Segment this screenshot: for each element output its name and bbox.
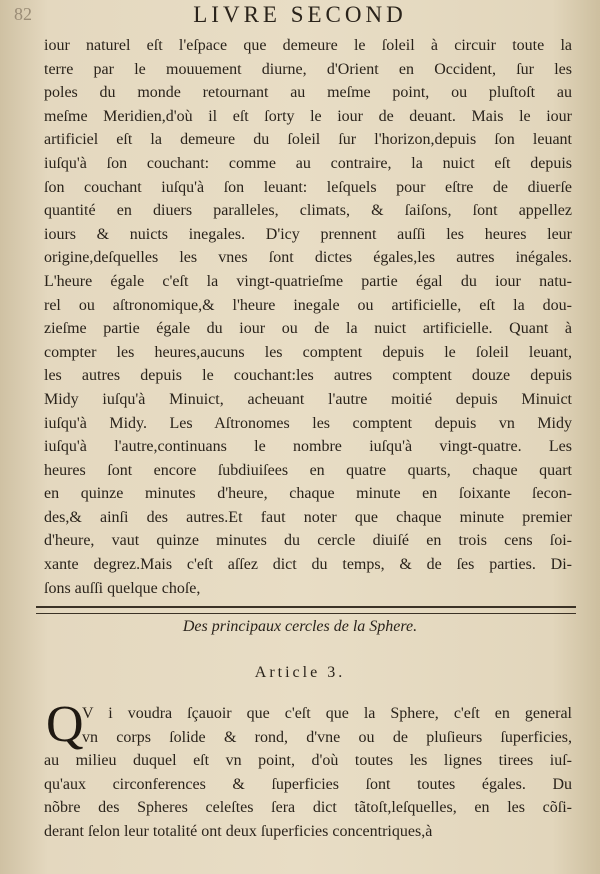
- article-heading: Article 3.: [254, 664, 346, 681]
- text-line: terre par le mouuement diurne, d'Orient en Occident, ſur les: [44, 60, 572, 78]
- text-line: derant ſelon leur totalité ont deux ſuperficies concentriques,à: [44, 822, 433, 840]
- text-line: qu'aux circonferences & ſuperficies ſont toutes égales. Du: [44, 775, 572, 793]
- page-number: 82: [14, 4, 32, 24]
- article-text: [44, 696, 572, 844]
- text-line: iuſqu'à Midy. Les Aſtronomes les comptent depuis vn Midy: [44, 414, 572, 432]
- running-header: LIVRE SECOND: [193, 2, 407, 27]
- text-line: iuſqu'à ſon couchant: comme au contraire, la nuict eſt depuis: [44, 154, 572, 172]
- text-line: les autres depuis le couchant:les autres comptent douze depuis: [44, 367, 572, 385]
- text-line: ſon couchant iuſqu'à ſon leuant: leſquels pour eſtre de diuerſe: [44, 178, 572, 196]
- text-line: xante degrez.Mais c'eſt aſſez dict du temps, & de ſes parties. Di-: [44, 556, 572, 574]
- text-line: V i voudra ſçauoir que c'eſt que la Sphere, c'eſt en general: [82, 705, 572, 722]
- text-line: rel ou aſtronomique,& l'heure inegale ou artificielle, eſt la dou-: [44, 296, 572, 314]
- text-line: quantité en diuers paralleles, climats, & ſaiſons, ſont appellez: [44, 202, 572, 220]
- text-line: zieſme partie égale du iour ou de la nuict artificielle. Quant à: [44, 320, 572, 338]
- double-rule-divider: [36, 606, 576, 614]
- section-title: Des principaux cercles de la Sphere.: [182, 618, 418, 635]
- text-line: iour naturel eſt l'eſpace que demeure le ſoleil à circuir toute la: [44, 37, 572, 54]
- text-line: heures ſont encore ſubdiuiſees en quatre quarts, chaque quart: [44, 461, 572, 479]
- text-line: en quinze minutes d'heure, chaque minute en ſoixante ſecon-: [44, 485, 572, 503]
- text-line: ſons auſſi quelque choſe,: [44, 579, 201, 597]
- text-line: iuſqu'à l'autre,continuans le nombre iuſqu'à vingt-quatre. Les: [44, 438, 572, 456]
- text-line: origine,deſquelles les vnes ſont dictes égales,les autres inégales.: [44, 249, 572, 267]
- text-line: d'heure, vaut quinze minutes du cercle diuiſé en trois cens ſoi-: [44, 532, 572, 550]
- text-line: compter les heures,aucuns les comptent depuis le ſoleil leuant,: [44, 343, 572, 361]
- text-line: vn corps ſolide & rond, d'vne ou de pluſieurs ſuperficies,: [82, 728, 572, 746]
- text-line: poles du monde retournant au meſme point, ou pluſtoſt au: [44, 84, 572, 102]
- text-line: Midy iuſqu'à Minuict, acheuant l'autre moitié depuis Minuict: [44, 390, 572, 408]
- text-line: des,& ainſi des autres.Et faut noter que chaque minute premier: [44, 508, 572, 526]
- text-line: au milieu duquel eſt vn point, d'où toutes les lignes tirees iuſ-: [44, 752, 572, 770]
- text-line: L'heure égale c'eſt la vingt-quatrieſme partie égal du iour natu-: [44, 272, 572, 290]
- text-line: artificiel eſt la demeure du ſoleil ſur l'horizon,depuis ſon leuant: [44, 131, 572, 149]
- text-line: iours & nuicts inegales. D'icy prennent auſſi les heures leur: [44, 225, 572, 243]
- main-text: [44, 34, 572, 600]
- text-line: meſme Meridien,d'où il eſt ſorty le iour de deuant. Mais le iour: [44, 107, 572, 125]
- text-line: nõbre des Spheres celeſtes ſera dict tãtoſt,leſquelles, en les cõſi-: [44, 799, 572, 817]
- drop-cap-initial: Q: [46, 696, 84, 753]
